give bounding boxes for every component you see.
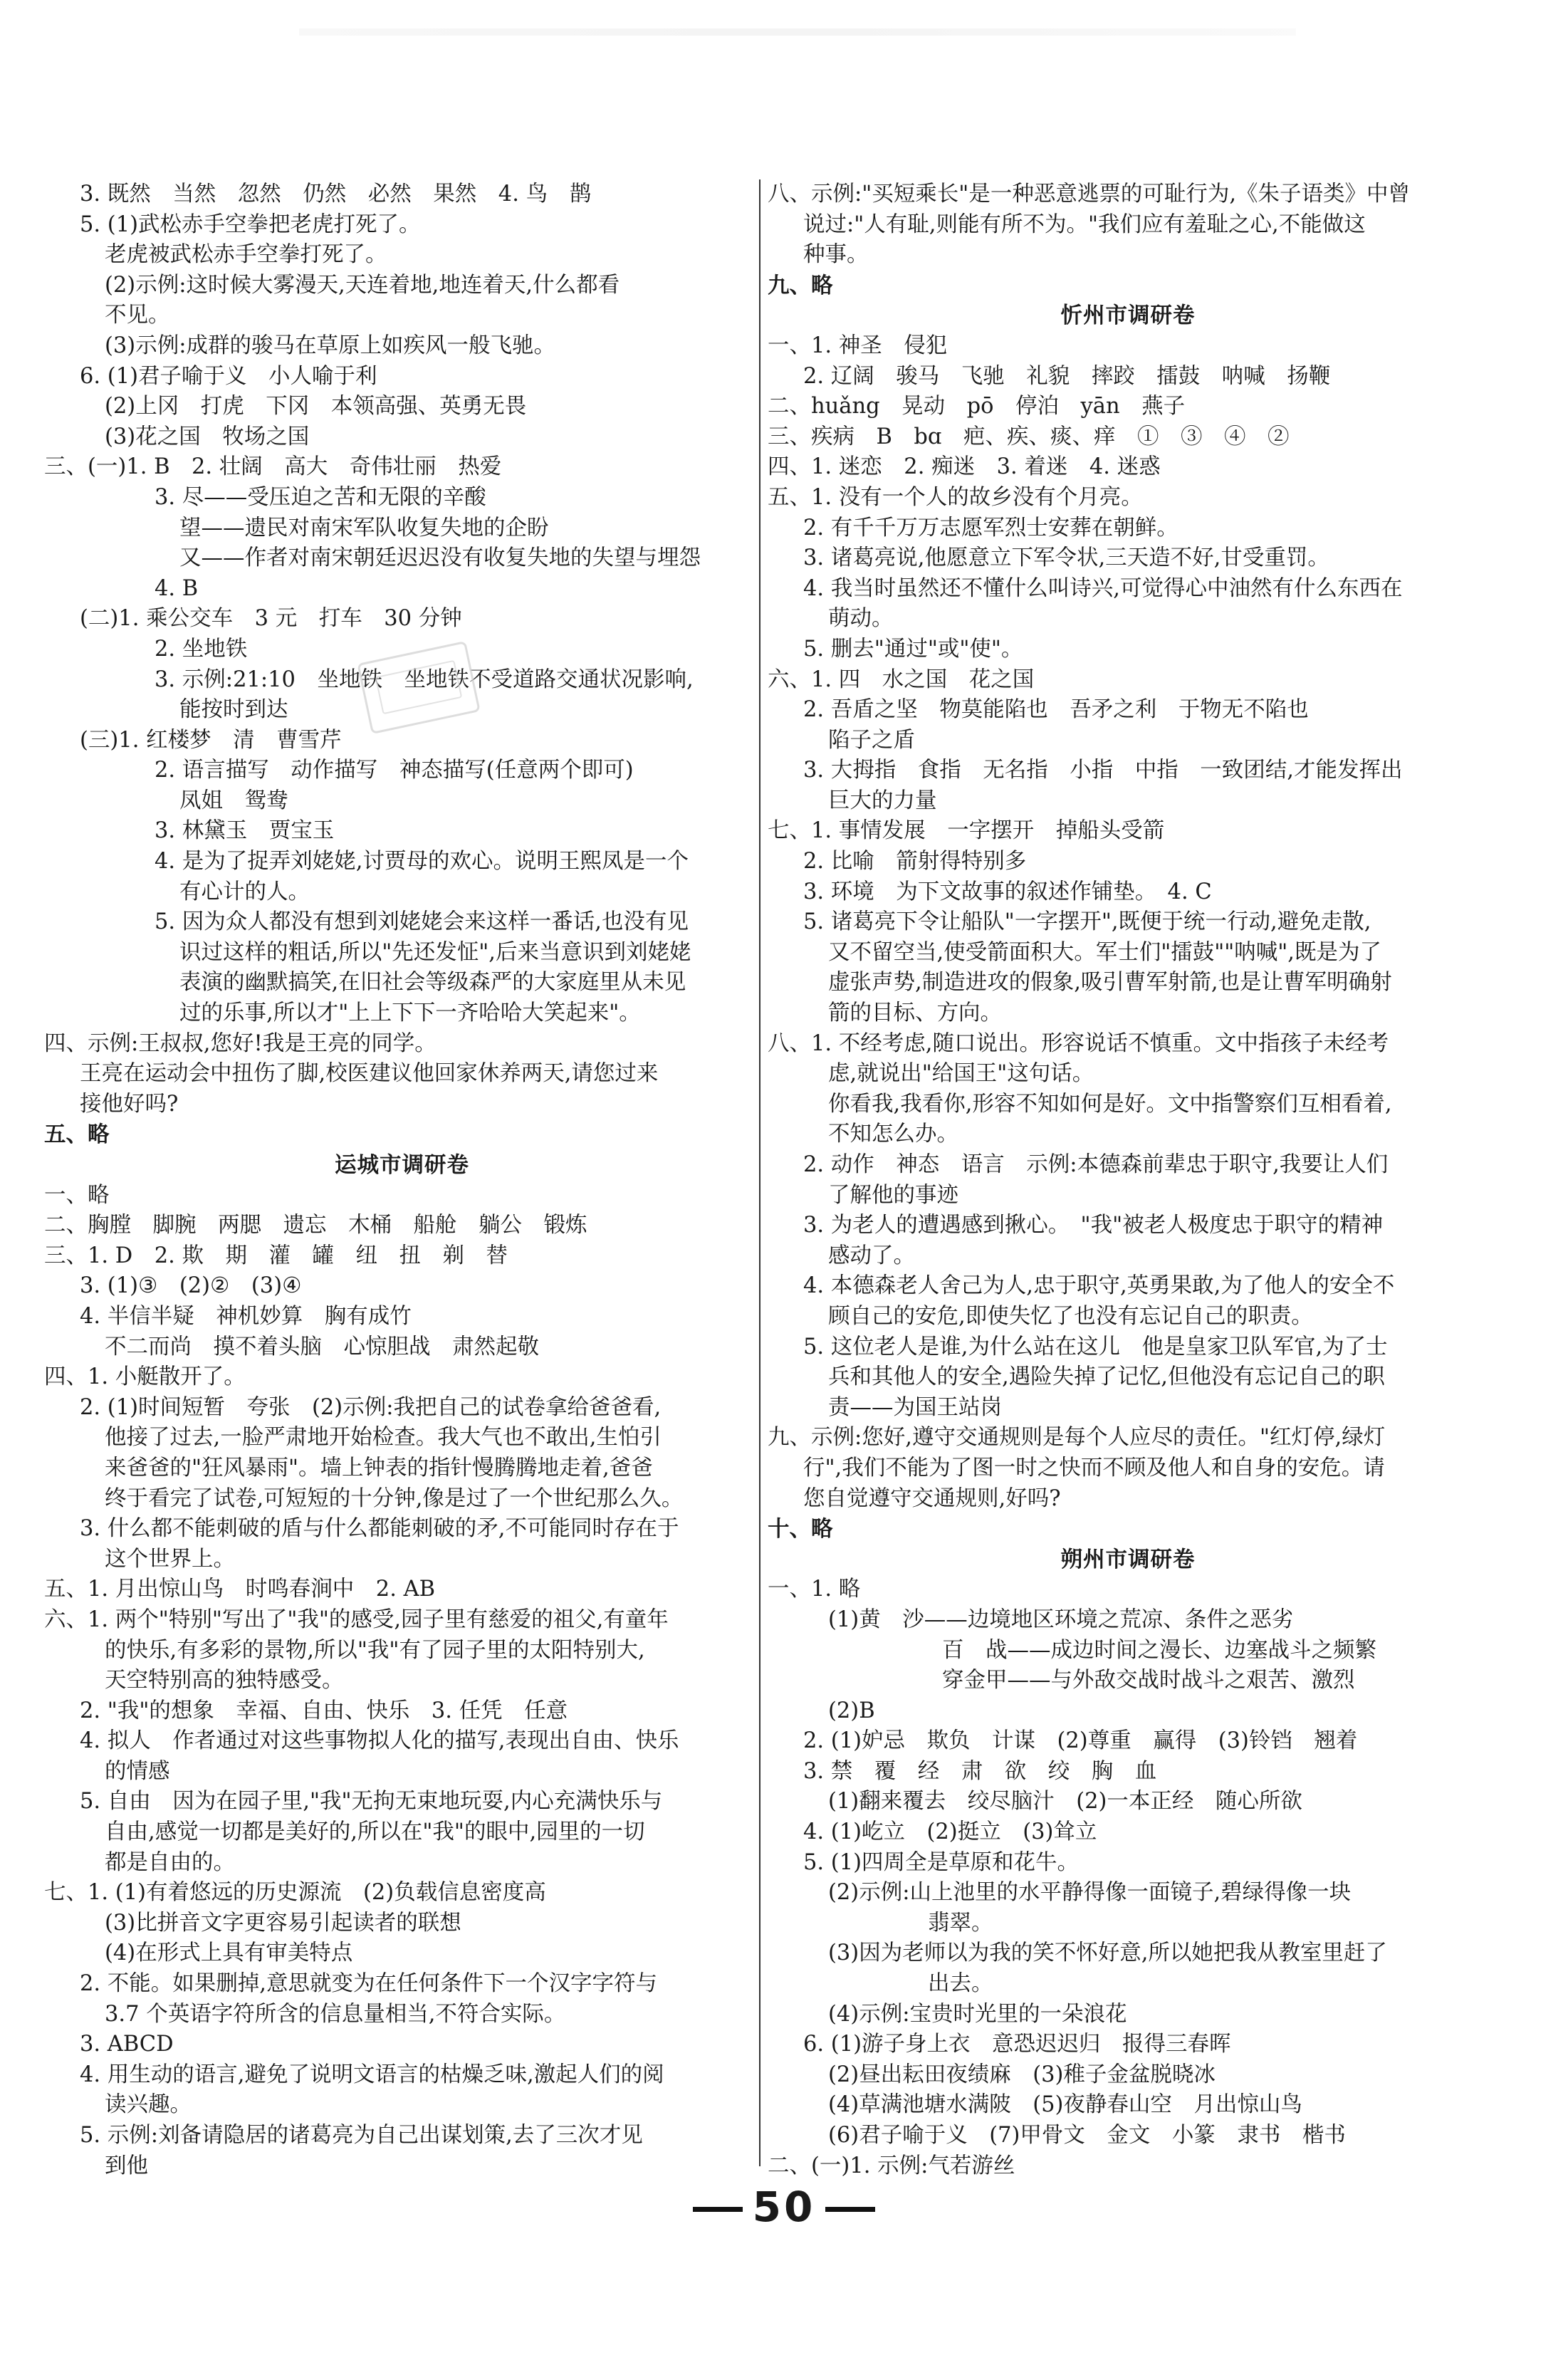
answer-line: 九、略: [768, 272, 833, 298]
answer-line: 4. 拟人 作者通过对这些事物拟人化的描写,表现出自由、快乐: [80, 1728, 679, 1754]
answer-line: 读兴趣。: [105, 2092, 192, 2118]
answer-line: 2. 不能。如果删掉,意思就变为在任何条件下一个汉字字符与: [80, 1971, 657, 1997]
answer-line: 行",我们不能为了图一时之快而不顾及他人和自身的安危。请: [803, 1455, 1385, 1481]
right-column: [768, 179, 1488, 2181]
answer-line: 5. 诸葛亮下令让船队"一字摆开",既便于统一行动,避免走散,: [803, 909, 1371, 935]
answer-line: 2. 坐地铁: [155, 636, 248, 662]
answer-line: (3)因为老师以为我的笑不怀好意,所以她把我从教室里赶了: [828, 1941, 1387, 1966]
answer-line: 自由,感觉一切都是美好的,所以在"我"的眼中,园里的一切: [105, 1819, 645, 1845]
answer-line: 七、1. (1)有着悠远的历史源流 (2)负载信息密度高: [44, 1880, 546, 1906]
answer-line: (1)黄 沙——边境地区环境之荒凉、条件之恶劣: [828, 1607, 1294, 1632]
answer-line: 3. 林黛玉 贾宝玉: [155, 818, 335, 844]
answer-line: 2. 吾盾之坚 物莫能陷也 吾矛之利 于物无不陷也: [803, 697, 1309, 723]
answer-line: 四、1. 迷恋 2. 痴迷 3. 着迷 4. 迷惑: [768, 454, 1161, 480]
answer-line: 2. 辽阔 骏马 飞驰 礼貌 摔跤 擂鼓 呐喊 扬鞭: [803, 363, 1331, 389]
answer-line: 五、1. 没有一个人的故乡没有个月亮。: [768, 484, 1143, 510]
answer-line: 5. 因为众人都没有想到刘姥姥会来这样一番话,也没有见: [155, 909, 689, 935]
answer-line: 翡翠。: [928, 1910, 993, 1936]
answer-line: 4. 半信半疑 神机妙算 胸有成竹: [80, 1303, 412, 1329]
answer-line: 巨大的力量: [828, 788, 937, 813]
answer-line: 六、1. 四 水之国 花之国: [768, 667, 1035, 692]
answer-line: 老虎被武松赤手空拳打死了。: [105, 242, 387, 268]
page-number-text: 50: [752, 2183, 816, 2231]
answer-line: 到他: [105, 2153, 148, 2178]
answer-line: 十、略: [768, 1516, 833, 1542]
answer-line: 3. 禁 覆 经 肃 欲 绞 胸 血: [803, 1758, 1157, 1784]
answer-line: 表演的幽默搞笑,在旧社会等级森严的大家庭里从未见: [179, 970, 686, 996]
answer-line: 4. 是为了捉弄刘姥姥,讨贾母的欢心。说明王熙凤是一个: [155, 849, 689, 874]
answer-line: (2)上冈 打虎 下冈 本领高强、英勇无畏: [105, 394, 527, 419]
answer-line: 天空特别高的独特感受。: [105, 1668, 344, 1693]
answer-line: 萌动。: [828, 606, 894, 632]
answer-line: 你看我,我看你,形容不知如何是好。文中指警察们互相看着,: [828, 1091, 1392, 1117]
answer-line: 4. 用生动的语言,避免了说明文语言的枯燥乏味,激起人们的阅: [80, 2062, 664, 2087]
answer-line: 三、1. D 2. 欺 期 灌 罐 纽 扭 剃 替: [44, 1243, 508, 1268]
answer-line: 3. 尽——受压迫之苦和无限的辛酸: [155, 484, 486, 510]
answer-line: 您自觉遵守交通规则,好吗?: [803, 1485, 1061, 1511]
answer-line: 五、1. 月出惊山鸟 时鸣春涧中 2. AB: [44, 1577, 436, 1602]
answer-line: 5. (1)四周全是草原和花牛。: [803, 1849, 1079, 1875]
answer-line: 不知怎么办。: [828, 1122, 958, 1147]
answer-line: 百 战——成边时间之漫长、边塞战斗之频繁: [942, 1637, 1376, 1663]
answer-line: 不见。: [105, 303, 170, 328]
answer-line: 5. 删去"通过"或"使"。: [803, 636, 1023, 662]
answer-line: 都是自由的。: [105, 1849, 235, 1875]
answer-line: 来爸爸的"狂风暴雨"。墙上钟表的指针慢腾腾地走着,爸爸: [105, 1455, 653, 1481]
answer-line: 他接了过去,一脸严肃地开始检查。我大气也不敢出,生怕引: [105, 1425, 662, 1451]
answer-line: 过的乐事,所以才"上上下下一齐哈哈大笑起来"。: [179, 1001, 641, 1026]
answer-line: 责——为国王站岗: [828, 1394, 1002, 1420]
answer-line: 2. 有千千万万志愿军烈士安葬在朝鲜。: [803, 515, 1178, 541]
answer-line: 虚张声势,制造进攻的假象,吸引曹军射箭,也是让曹军明确射: [828, 970, 1392, 996]
answer-line: (3)比拼音文字更容易引起读者的联想: [105, 1910, 461, 1936]
answer-line: 3. 大拇指 食指 无名指 小指 中指 一致团结,才能发挥出: [803, 758, 1403, 783]
column-divider: [759, 179, 761, 2166]
answer-line: 识过这样的粗话,所以"先还发怔",后来当意识到刘姥姥: [179, 939, 691, 965]
faint-header-bleed: [299, 28, 1296, 36]
answer-line: 5. 这位老人是谁,为什么站在这儿 他是皇家卫队军官,为了士: [803, 1334, 1388, 1359]
answer-line: 顾自己的安危,即使失忆了也没有忘记自己的职责。: [828, 1303, 1313, 1329]
answer-line: 2. "我"的想象 幸福、自由、快乐 3. 任凭 任意: [80, 1698, 568, 1723]
answer-line: 三、疾病 B bɑ 疤、疾、痰、痒 ① ③ ④ ②: [768, 424, 1290, 449]
answer-line: (二)1. 乘公交车 3 元 打车 30 分钟: [80, 606, 462, 632]
answer-line: 有心计的人。: [179, 879, 310, 904]
answer-line: 八、示例:"买短乘长"是一种恶意逃票的可耻行为,《朱子语类》中曾: [768, 182, 1411, 207]
answer-line: (6)君子喻于义 (7)甲骨文 金文 小篆 隶书 楷书: [828, 2123, 1346, 2148]
answer-line: 穿金甲——与外敌交战时战斗之艰苦、激烈: [942, 1668, 1355, 1693]
answer-line: 5. 自由 因为在园子里,"我"无拘无束地玩耍,内心充满快乐与: [80, 1789, 663, 1814]
answer-line: (4)在形式上具有审美特点: [105, 1941, 353, 1966]
answer-line: 2. 语言描写 动作描写 神态描写(任意两个即可): [155, 758, 634, 783]
answer-line: 四、示例:王叔叔,您好!我是王亮的同学。: [44, 1030, 437, 1056]
answer-line: 一、略: [44, 1182, 110, 1208]
answer-line: (3)示例:成群的骏马在草原上如疾风一般飞驰。: [105, 333, 555, 358]
answer-line: 4. 本德森老人舍己为人,忠于职守,英勇果敢,为了他人的安全不: [803, 1273, 1395, 1299]
answer-line: 的快乐,有多彩的景物,所以"我"有了园子里的太阳特别大,: [105, 1637, 645, 1663]
answer-line: 不二而尚 摸不着头脑 心惊胆战 肃然起敬: [105, 1334, 539, 1359]
answer-line: (1)翻来覆去 绞尽脑汁 (2)一本正经 随心所欲: [828, 1789, 1302, 1814]
page-number-dash-left: [693, 2207, 743, 2212]
answer-line: 兵和其他人的安全,遇险失掉了记忆,但他没有忘记自己的职: [828, 1364, 1385, 1390]
answer-line: 三、(一)1. B 2. 壮阔 高大 奇伟壮丽 热爱: [44, 454, 502, 480]
section-title: 运城市调研卷: [335, 1152, 469, 1178]
answer-line: 九、示例:您好,遵守交通规则是每个人应尽的责任。"红灯停,绿灯: [768, 1425, 1386, 1451]
answer-line: 箭的目标、方向。: [828, 1001, 1002, 1026]
left-column: [44, 179, 760, 2181]
answer-line: 终于看完了试卷,可短短的十分钟,像是过了一个世纪那么久。: [105, 1485, 684, 1511]
answer-line: 又不留空当,使受箭面积大。军士们"擂鼓""呐喊",既是为了: [828, 939, 1382, 965]
answer-line: 五、略: [44, 1122, 110, 1148]
answer-line: (2)昼出耘田夜绩麻 (3)稚子金盆脱晓冰: [828, 2062, 1216, 2087]
answer-line: 3. 既然 当然 忽然 仍然 必然 果然 4. 鸟 鹊: [80, 182, 592, 207]
answer-line: 4. B: [155, 575, 199, 601]
answer-line: 望——遗民对南宋军队收复失地的企盼: [179, 515, 549, 541]
answer-line: 3. 环境 为下文故事的叙述作铺垫。 4. C: [803, 879, 1212, 904]
answer-line: 4. (1)屹立 (2)挺立 (3)耸立: [803, 1819, 1097, 1845]
answer-line: 3. 示例:21:10 坐地铁 坐地铁不受道路交通状况影响,: [155, 667, 694, 692]
answer-line: (2)B: [828, 1698, 875, 1723]
answer-line: 感动了。: [828, 1243, 915, 1268]
answer-line: (4)示例:宝贵时光里的一朵浪花: [828, 2001, 1127, 2027]
answer-line: 说过:"人有耻,则能有所不为。"我们应有羞耻之心,不能做这: [803, 212, 1366, 237]
answer-line: 又——作者对南宋朝廷迟迟没有收复失地的失望与埋怨: [179, 545, 701, 571]
answer-line: 四、1. 小艇散开了。: [44, 1364, 246, 1390]
answer-line: 3.7 个英语字符所含的信息量相当,不符合实际。: [105, 2001, 566, 2027]
answer-line: (2)示例:山上池里的水平静得像一面镜子,碧绿得像一块: [828, 1880, 1352, 1906]
answer-line: 二、huǎng 晃动 pō 停泊 yān 燕子: [768, 394, 1186, 419]
answer-line: 二、胸膛 脚腕 两腮 遗忘 木桶 船舱 躺公 锻炼: [44, 1213, 587, 1238]
answer-line: (4)草满池塘水满陂 (5)夜静春山空 月出惊山鸟: [828, 2092, 1302, 2118]
answer-line: 接他好吗?: [80, 1091, 179, 1117]
answer-line: 陷子之盾: [828, 727, 915, 753]
answer-line: 3. 为老人的遭遇感到揪心。 "我"被老人极度忠于职守的精神: [803, 1213, 1384, 1238]
answer-line: 4. 我当时虽然还不懂什么叫诗兴,可觉得心中油然有什么东西在: [803, 575, 1403, 601]
answer-line: 的情感: [105, 1758, 170, 1784]
answer-line: 3. 什么都不能刺破的盾与什么都能刺破的矛,不可能同时存在于: [80, 1516, 679, 1542]
answer-line: 2. (1)妒忌 欺负 计谋 (2)尊重 赢得 (3)铃铛 翘着: [803, 1728, 1358, 1754]
answer-line: 5. 示例:刘备请隐居的诸葛亮为自己出谋划策,去了三次才见: [80, 2123, 643, 2148]
answer-line: 2. (1)时间短暂 夸张 (2)示例:我把自己的试卷拿给爸爸看,: [80, 1394, 662, 1420]
answer-line: 八、1. 不经考虑,随口说出。形容说话不慎重。文中指孩子未经考: [768, 1030, 1389, 1056]
answer-line: 出去。: [928, 1971, 993, 1997]
answer-line: 虑,就说出"给国王"这句话。: [828, 1061, 1094, 1087]
answer-line: 王亮在运动会中扭伤了脚,校医建议他回家休养两天,请您过来: [80, 1061, 659, 1087]
answer-line: 一、1. 神圣 侵犯: [768, 333, 948, 358]
answer-line: 了解他的事迹: [828, 1182, 958, 1208]
section-title: 忻州市调研卷: [1060, 303, 1196, 329]
answer-line: 6. (1)君子喻于义 小人喻于利: [80, 363, 377, 389]
answer-line: (3)花之国 牧场之国: [105, 424, 310, 449]
answer-line: 七、1. 事情发展 一字摆开 掉船头受箭: [768, 818, 1165, 844]
page-number: [0, 2183, 1568, 2231]
answer-line: 2. 动作 神态 语言 示例:本德森前辈忠于职守,我要让人们: [803, 1152, 1389, 1177]
answer-line: 3. ABCD: [80, 2032, 174, 2057]
page-number-dash-right: [825, 2207, 875, 2212]
answer-line: 种事。: [803, 242, 869, 268]
answer-line: 一、1. 略: [768, 1577, 861, 1602]
answer-line: 能按时到达: [179, 697, 288, 723]
answer-line: 二、(一)1. 示例:气若游丝: [768, 2153, 1015, 2178]
answer-line: 3. 诸葛亮说,他愿意立下军令状,三天造不好,甘受重罚。: [803, 545, 1329, 571]
answer-line: 2. 比喻 箭射得特别多: [803, 849, 1027, 874]
answer-line: 六、1. 两个"特别"写出了"我"的感受,园子里有慈爱的祖父,有童年: [44, 1607, 669, 1632]
answer-line: (三)1. 红楼梦 清 曹雪芹: [80, 727, 342, 753]
answer-line: 凤姐 鸳鸯: [179, 788, 288, 813]
answer-line: (2)示例:这时候大雾漫天,天连着地,地连着天,什么都看: [105, 272, 620, 298]
answer-line: 6. (1)游子身上衣 意恐迟迟归 报得三春晖: [803, 2032, 1231, 2057]
answer-line: 这个世界上。: [105, 1546, 235, 1572]
answer-line: 3. (1)③ (2)② (3)④: [80, 1273, 302, 1299]
section-title: 朔州市调研卷: [1060, 1546, 1196, 1572]
answer-line: 5. (1)武松赤手空拳把老虎打死了。: [80, 212, 421, 237]
